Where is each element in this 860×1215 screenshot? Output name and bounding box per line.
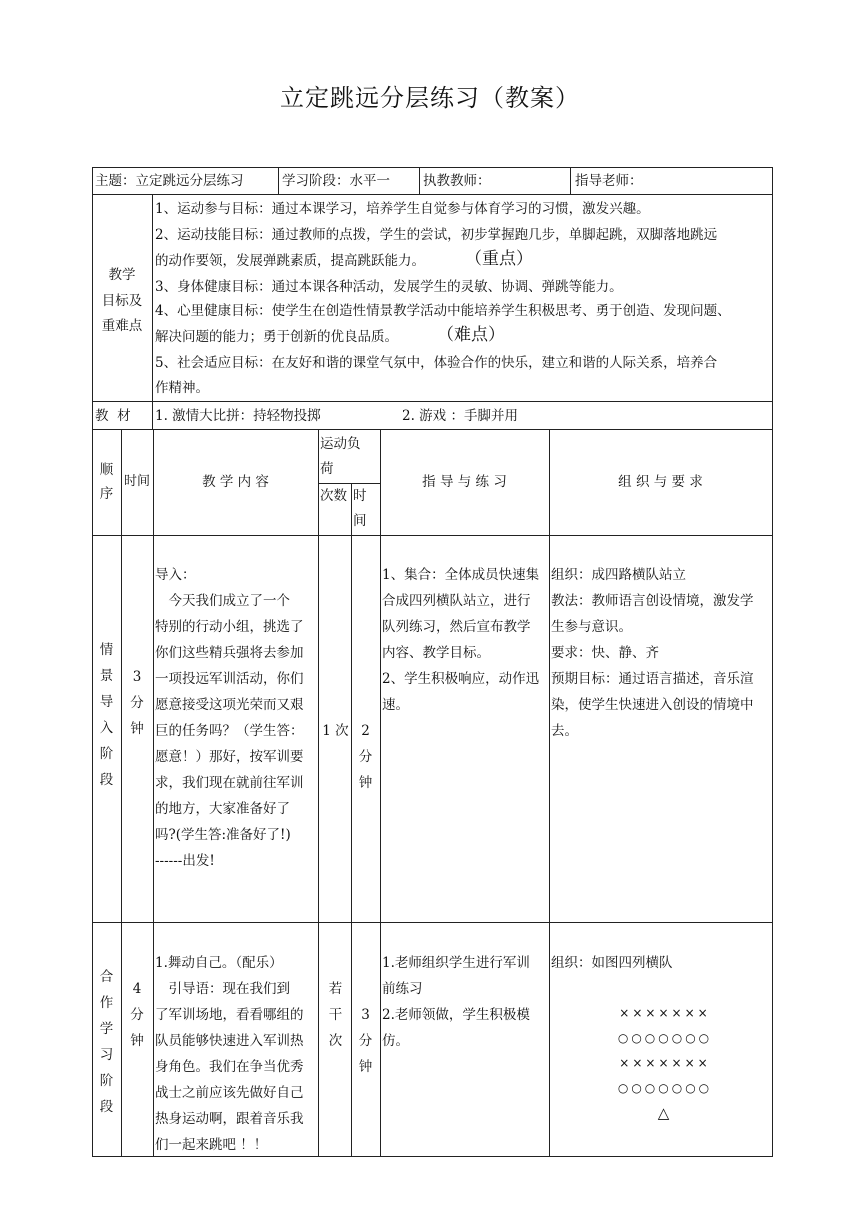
row2-order-line: 合 [99, 969, 114, 985]
table-border [549, 429, 550, 1156]
table-border [318, 429, 319, 1156]
row2-load-time-line: 分 [358, 1033, 373, 1049]
page-title: 立定跳远分层练习（教案） [280, 84, 580, 112]
teacher-cell: 执教教师： [423, 173, 491, 189]
row1-order-line: 入 [99, 720, 114, 736]
row2-time-line: 钟 [130, 1033, 144, 1049]
row2-time-line: 分 [130, 1007, 144, 1023]
row2-order-line: 作 [99, 995, 114, 1011]
table-border [772, 167, 773, 1156]
table-border [152, 194, 153, 429]
formation-row: ○○○○○○○ [617, 1031, 713, 1045]
objective-line: 2、运动技能目标：通过教师的点拨，学生的尝试，初步掌握跑几步，单脚起跳，双脚落地跳远 [155, 227, 718, 243]
row1-content-line: 巨的任务吗？（学生答： [155, 723, 304, 739]
objective-line: 解决问题的能力；勇于创新的优良品质。 [155, 329, 398, 345]
table-border [92, 535, 773, 536]
row1-organization-line: 生参与意识。 [551, 619, 632, 635]
row1-time-line: 分 [130, 695, 144, 711]
col-load-time-2: 间 [353, 513, 367, 529]
table-border [92, 194, 773, 195]
table-border [380, 429, 381, 1156]
row2-order-line: 段 [99, 1099, 114, 1115]
row1-guidance-line: 2、学生积极响应，动作迅 [382, 671, 540, 687]
difficult-point-tag: （难点） [437, 325, 505, 345]
row2-order-line: 阶 [99, 1073, 114, 1089]
row1-load-time-line: 2 [361, 723, 370, 739]
row1-load-time-line: 钟 [358, 775, 373, 791]
row1-time-line: 钟 [130, 721, 144, 737]
col-load-time-1: 时 [353, 488, 367, 504]
formation-row: ××××××× [619, 1056, 711, 1070]
objective-line: 3、身体健康目标：通过本课各种活动，发展学生的灵敏、协调、弹跳等能力。 [155, 279, 623, 295]
row1-order-line: 阶 [99, 746, 114, 762]
row1-guidance-line: 1、集合：全体成员快速集 [382, 567, 540, 583]
materials-label: 教 材 [95, 408, 131, 424]
row1-order-line: 情 [99, 642, 114, 658]
row2-order-line: 习 [99, 1047, 114, 1063]
row1-guidance-line: 内容、教学目标。 [382, 645, 490, 661]
row2-guidance-line: 2.老师领做，学生积极模 [382, 1007, 530, 1023]
topic-cell: 主题：立定跳远分层练习 [95, 173, 244, 189]
row1-count: 1 次 [322, 723, 349, 739]
row1-time-line: 3 [132, 669, 142, 685]
row1-content-line: 愿意接受这项光荣而又艰 [155, 697, 304, 713]
col-load-2: 荷 [320, 461, 334, 477]
row1-organization-line: 染，使学生快速进入创设的情境中 [551, 697, 754, 713]
teacher-triangle-icon: △ [657, 1104, 673, 1122]
row1-organization-line: 去。 [551, 723, 578, 739]
objectives-label-3: 重难点 [101, 318, 143, 334]
row1-order-line: 导 [99, 694, 114, 710]
row1-order-line: 段 [99, 772, 114, 788]
row2-load-time-line: 3 [361, 1007, 370, 1023]
row2-content-line: 了军训场地，看看哪组的 [155, 1007, 304, 1023]
materials-item-1: 1. 激情大比拼：持轻物投掷 [155, 408, 321, 424]
formation-row: ○○○○○○○ [617, 1081, 713, 1095]
objective-line: 1、运动参与目标：通过本课学习，培养学生自觉参与体育学习的习惯，激发兴趣。 [155, 201, 650, 217]
objective-line: 5、社会适应目标：在友好和谐的课堂气氛中，体验合作的快乐，建立和谐的人际关系，培养合 [155, 355, 718, 371]
row1-organization-line: 要求：快、静、齐 [551, 645, 659, 661]
row1-content-line: 吗?(学生答:准备好了!) [155, 827, 291, 843]
row1-organization-line: 组织：成四路横队站立 [551, 567, 686, 583]
row2-content-line: 热身运动啊，跟着音乐我 [155, 1111, 304, 1127]
stage-cell: 学习阶段：水平一 [282, 173, 390, 189]
row2-content-line: 队员能够快速进入军训热 [155, 1033, 304, 1049]
col-order-2: 序 [99, 486, 114, 502]
table-border [92, 429, 773, 430]
row2-count-line: 次 [328, 1033, 343, 1049]
objectives-label-1: 教学 [108, 267, 136, 283]
row1-order-line: 景 [99, 668, 114, 684]
objective-line: 的动作要领，发展弹跳素质，提高跳跃能力。 [155, 253, 425, 269]
row1-content-line: 一项投远军训活动，你们 [155, 671, 304, 687]
formation-row: ××××××× [619, 1006, 711, 1020]
row2-guidance-line: 仿。 [382, 1033, 409, 1049]
col-time: 时间 [123, 474, 150, 489]
row2-order-line: 学 [99, 1021, 114, 1037]
col-order-1: 顺 [99, 462, 114, 478]
row1-content-line: 今天我们成立了一个 [155, 593, 290, 609]
row1-content-line: 求，我们现在就前往军训 [155, 775, 304, 791]
col-organization: 组 织 与 要 求 [618, 474, 703, 490]
row2-content-line: 战士之前应该先做好自己 [155, 1085, 304, 1101]
col-count: 次数 [320, 488, 347, 504]
table-border [153, 429, 154, 1156]
row1-content-line: 特别的行动小组，挑选了 [155, 619, 304, 635]
row1-organization-line: 预期目标：通过语言描述，音乐渲 [551, 671, 754, 687]
row2-count-line: 若 [328, 981, 343, 997]
row1-organization-line: 教法：教师语言创设情境，激发学 [551, 593, 754, 609]
table-border [419, 167, 420, 194]
row1-content-line: 的地方，大家准备好了 [155, 801, 290, 817]
table-border [278, 167, 279, 194]
row1-content-line: 愿意！）那好，按军训要 [155, 749, 304, 765]
row2-count-line: 干 [328, 1007, 343, 1023]
row2-organization-line: 组织：如图四列横队 [551, 955, 673, 971]
row2-content-line: 身角色。我们在争当优秀 [155, 1059, 304, 1075]
row1-content-line: 你们这些精兵强将去参加 [155, 645, 304, 661]
row1-load-time-line: 分 [358, 749, 373, 765]
row1-content-line: 导入： [155, 567, 196, 583]
key-point-tag: （重点） [465, 249, 533, 269]
objectives-label-2: 目标及 [101, 293, 143, 309]
objective-line: 4、心里健康目标：使学生在创造性情景教学活动中能培养学生积极思考、勇于创造、发现问题、 [155, 303, 731, 319]
col-load-1: 运动负 [320, 436, 361, 452]
row1-content-line: ------出发! [155, 853, 215, 869]
table-border [92, 922, 773, 923]
objective-line: 作精神。 [155, 380, 209, 396]
row2-content-line: 1.舞动自己。（配乐） [155, 955, 283, 971]
table-border [570, 167, 571, 194]
row2-load-time-line: 钟 [358, 1059, 373, 1075]
row1-guidance-line: 速。 [382, 697, 409, 713]
row1-guidance-line: 合成四列横队站立，进行 [382, 593, 531, 609]
row2-guidance-line: 1.老师组织学生进行军训 [382, 955, 530, 971]
materials-item-2: 2. 游戏 ：手脚并用 [402, 408, 518, 424]
row2-time-line: 4 [132, 981, 142, 997]
row2-guidance-line: 前练习 [382, 981, 423, 997]
row2-content-line: 们一起来跳吧 ！！ [155, 1137, 268, 1153]
table-border [92, 401, 773, 402]
advisor-cell: 指导老师： [575, 173, 643, 189]
col-guidance: 指 导 与 练 习 [422, 474, 507, 490]
row2-content-line: 引导语：现在我们到 [155, 981, 290, 997]
row1-guidance-line: 队列练习，然后宣布教学 [382, 619, 531, 635]
col-content: 教 学 内 容 [202, 474, 269, 490]
